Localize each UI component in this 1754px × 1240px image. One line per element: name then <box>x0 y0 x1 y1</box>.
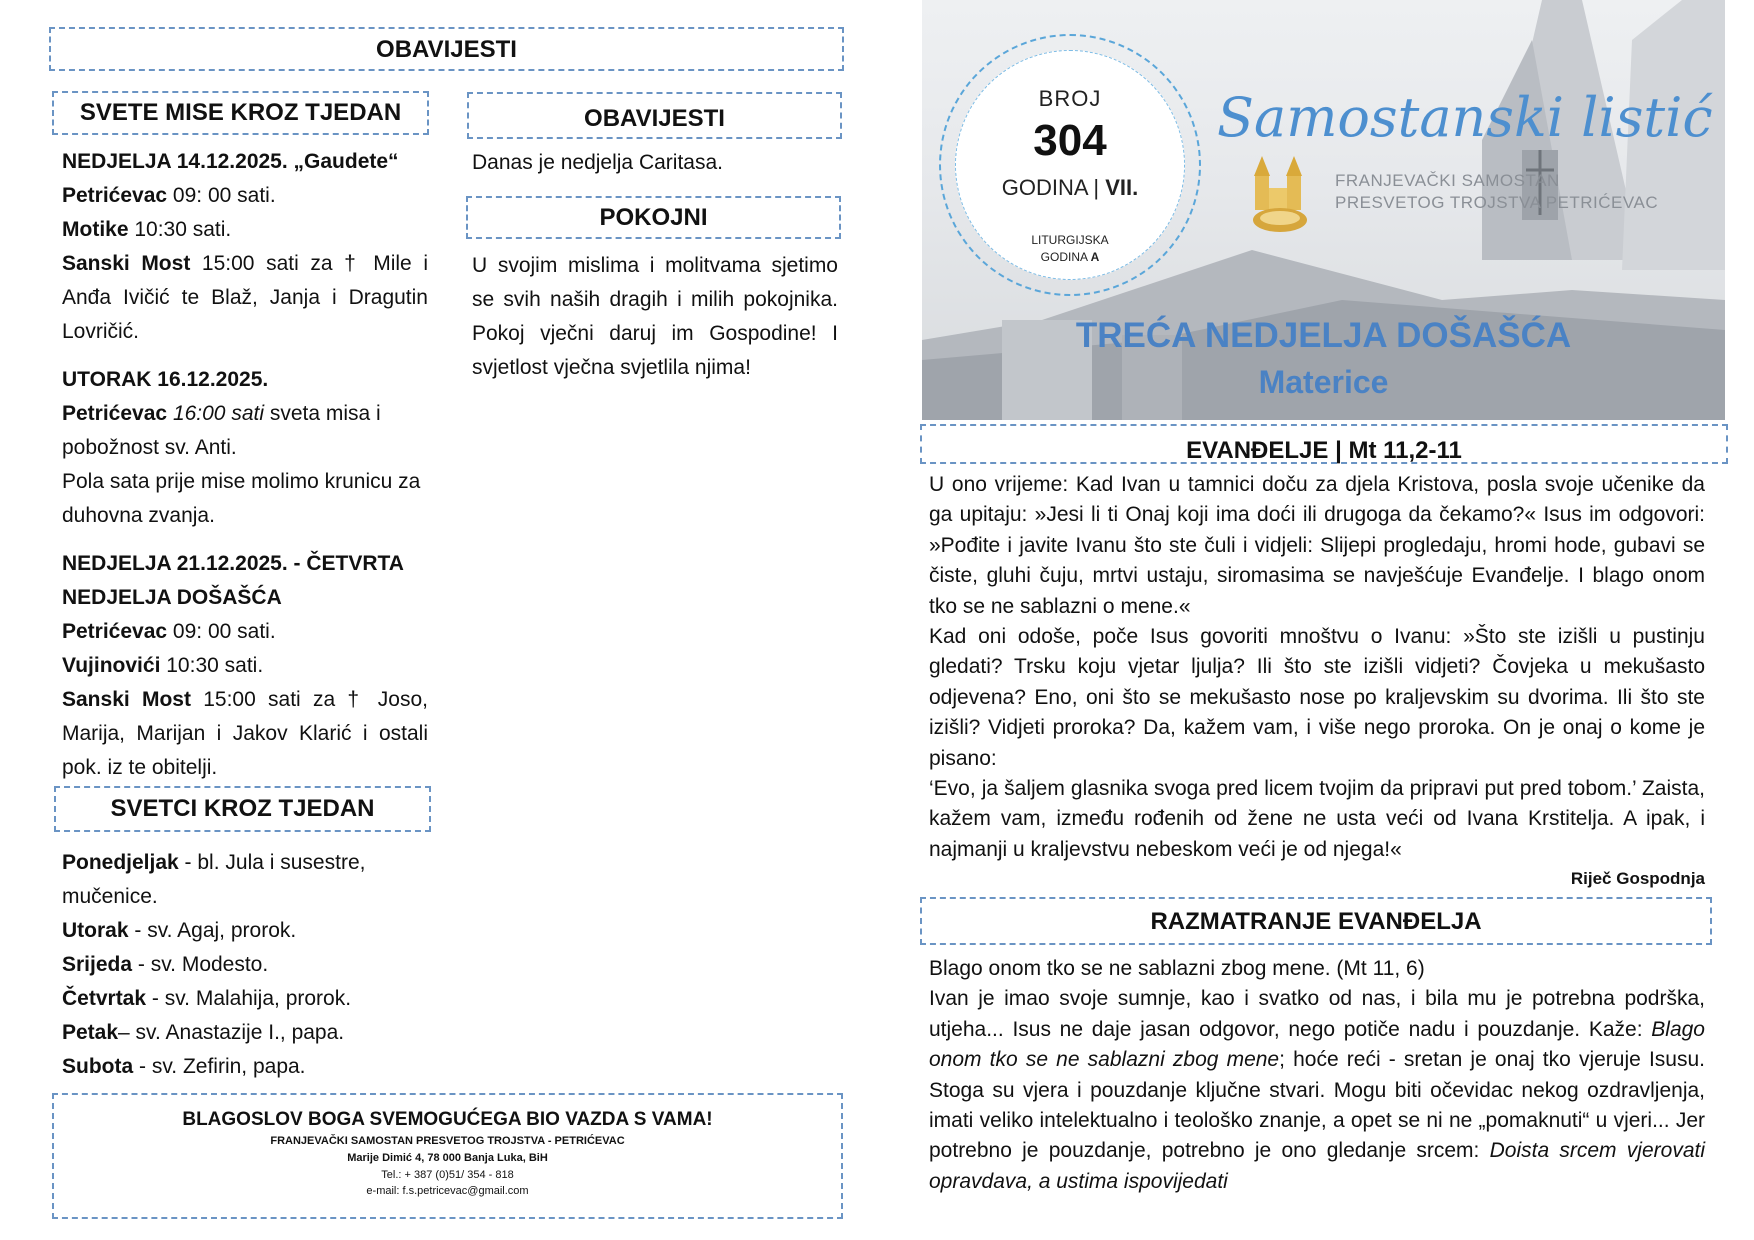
gospel-header: EVANĐELJE | Mt 11,2-11 <box>1186 437 1462 464</box>
saint-item: Petak– sv. Anastazije I., papa. <box>62 1021 345 1044</box>
notices-header: OBAVIJESTI <box>584 105 725 132</box>
issue-label: BROJ <box>1038 86 1102 111</box>
publication-title: Samostanski listić <box>1217 86 1713 149</box>
saint-item: Utorak - sv. Agaj, prorok. <box>62 919 297 942</box>
day3-line2: Vujinovići 10:30 sati. <box>62 654 264 677</box>
saints-header-box <box>54 786 431 832</box>
email-text: e-mail: f.s.petricevac@gmail.com <box>366 1185 529 1197</box>
day1-line1: Petrićevac 09: 00 sati. <box>62 184 276 207</box>
day3-line1: Petrićevac 09: 00 sati. <box>62 620 276 643</box>
day1-line3: Sanski Most 15:00 sati za † Mile i Anđa Ivičić te Blaž, Janja i Dragutin Lovričić. <box>62 252 428 343</box>
notices-header-box <box>467 92 842 139</box>
sunday-subtitle: Materice <box>1258 364 1389 400</box>
masses-schedule <box>62 145 428 785</box>
deceased-header-box <box>466 196 841 239</box>
saint-item: Srijeda - sv. Modesto. <box>62 953 269 976</box>
issue-number: 304 <box>1033 116 1107 165</box>
gospel-closing: Riječ Gospodnja <box>1570 869 1705 888</box>
deceased-text: U svojim mislima i molitvama sjetimo se svih naših dragih i milih pokojnika. Pokoj vječni daruj im Gospodine! I svjetlost vječna svjetlila njima! <box>472 254 838 379</box>
liturgical-label: LITURGIJSKA <box>1031 233 1109 247</box>
masses-header-box <box>52 91 429 135</box>
saints-header: SVETCI KROZ TJEDAN <box>110 795 375 822</box>
saint-item: Četvrtak - sv. Malahija, prorok. <box>62 987 352 1010</box>
notices-text: Danas je nedjelja Caritasa. <box>472 151 723 174</box>
day3-line3: Sanski Most 15:00 sati za † Joso, Marija, Marijan i Jakov Klarić i ostali pok. iz te obitelji. <box>62 688 428 779</box>
deceased-header: POKOJNI <box>599 204 708 231</box>
blessing-text: BLAGOSLOV BOGA SVEMOGUĆEGA BIO VAZDA S VAMA! <box>182 1109 713 1130</box>
saint-item: Subota - sv. Zefirin, papa. <box>62 1055 306 1078</box>
gospel-paragraph: U ono vrijeme: Kad Ivan u tamnici doču za djela Kristova, posla svoje učenike da ga upitaju: »Jesi li ti Onaj koji ima doći ili drugoga da čekamo?« Isus im odgovori: »Pođite i javite Ivanu što ste čuli i vidjeli: Slijepi progledaju, hromi hode, gubavi se čiste, gluhi čuju, mrtvi ustaju, siromasima se navješćuje Evanđelje. I blago onom tko se ne sablazni o mene.« <box>929 473 1705 618</box>
liturgical-year: GODINA A <box>1040 250 1100 264</box>
gospel-header-box <box>920 424 1728 464</box>
reflection-verse: Blago onom tko se ne sablazni zbog mene. (Mt 11, 6) <box>929 957 1425 980</box>
sunday-title: TREĆA NEDJELJA DOŠAŠĆA <box>1075 316 1572 355</box>
gospel-text <box>929 470 1705 865</box>
main-header: OBAVIJESTI <box>376 36 517 63</box>
gospel-paragraph: ‘Evo, ja šaljem glasnika svoga pred licem tvojim da pripravi put pred tobom.’ Zaista, kažem vam, između rođenih od žene ne usta veći od Ivana Krstitelja. A ipak, i najmanji u kraljevstvu nebeskom veći je od njega!« <box>929 777 1705 861</box>
address-text: Marije Dimić 4, 78 000 Banja Luka, BiH <box>347 1152 548 1164</box>
day1-line2: Motike 10:30 sati. <box>62 218 232 241</box>
gospel-paragraph: Kad oni odoše, poče Isus govoriti mnoštvu o Ivanu: »Što ste izišli u pustinju gledati? Trsku koju vjetar ljulja? Ili što ste izišli vidjeti? Čovjeka u mekušasto odjevena? Eno, oni što se mekušasto nose po kraljevskim su dvorima. Ili što ste izišli? Vidjeti proroka? Da, kažem vam, i više nego proroka. On je onaj o kome je pisano: <box>929 625 1705 770</box>
reflection-text <box>929 954 1705 1197</box>
reflection-header-box <box>920 897 1712 945</box>
day3-title: NEDJELJA 21.12.2025. - ČETVRTA NEDJELJA DOŠAŠĆA <box>62 552 404 609</box>
main-header-box <box>49 27 844 71</box>
footer-box <box>52 1093 843 1219</box>
saint-item: Ponedjeljak - bl. Jula i susestre, mučenice. <box>62 851 366 908</box>
day2-title: UTORAK 16.12.2025. <box>62 368 269 391</box>
phone-text: Tel.: + 387 (0)51/ 354 - 818 <box>381 1169 514 1181</box>
day1-title: NEDJELJA 14.12.2025. „Gaudete“ <box>62 150 399 173</box>
masses-header: SVETE MISE KROZ TJEDAN <box>79 99 402 126</box>
monastery-line2: PRESVETOG TROJSTVA PETRIĆEVAC <box>1335 193 1659 212</box>
monastery-logo-icon <box>1250 152 1310 234</box>
org-text: FRANJEVAČKI SAMOSTAN PRESVETOG TROJSTVA - PETRIĆEVAC <box>270 1135 625 1147</box>
saints-list <box>62 846 402 1084</box>
monastery-line1: FRANJEVAČKI SAMOSTAN <box>1335 171 1560 190</box>
day2-line2: Pola sata prije mise molimo krunicu za duhovna zvanja. <box>62 470 421 527</box>
reflection-header: RAZMATRANJE EVANĐELJA <box>1150 908 1482 935</box>
reflection-paragraph: Ivan je imao svoje sumnje, kao i svatko od nas, i bila mu je potrebna podrška, utjeha... Isus ne daje jasan odgovor, nego potiče nadu i pouzdanje. Kaže: Blago onom tko se ne sablazni zbog mene; hoće reći - sretan je onaj tko vjeruje Isusu. Stoga su vjera i pouzdanje ključne stvari. Mogu biti očevidac nekog ozdravljenja, imati veliko intelektualno i teološko znanje, a opet se ni ne „pomaknuti“ u vjeri... Jer potrebno je pouzdanje, potrebno je ono gledanje srcem: Doista srcem vjerovati opravdava, a ustima ispovijedati <box>929 987 1705 1193</box>
day2-line1: Petrićevac 16:00 sati sveta misa i pobožnost sv. Anti. <box>62 402 381 459</box>
year-line: GODINA | VII. <box>1001 175 1139 200</box>
